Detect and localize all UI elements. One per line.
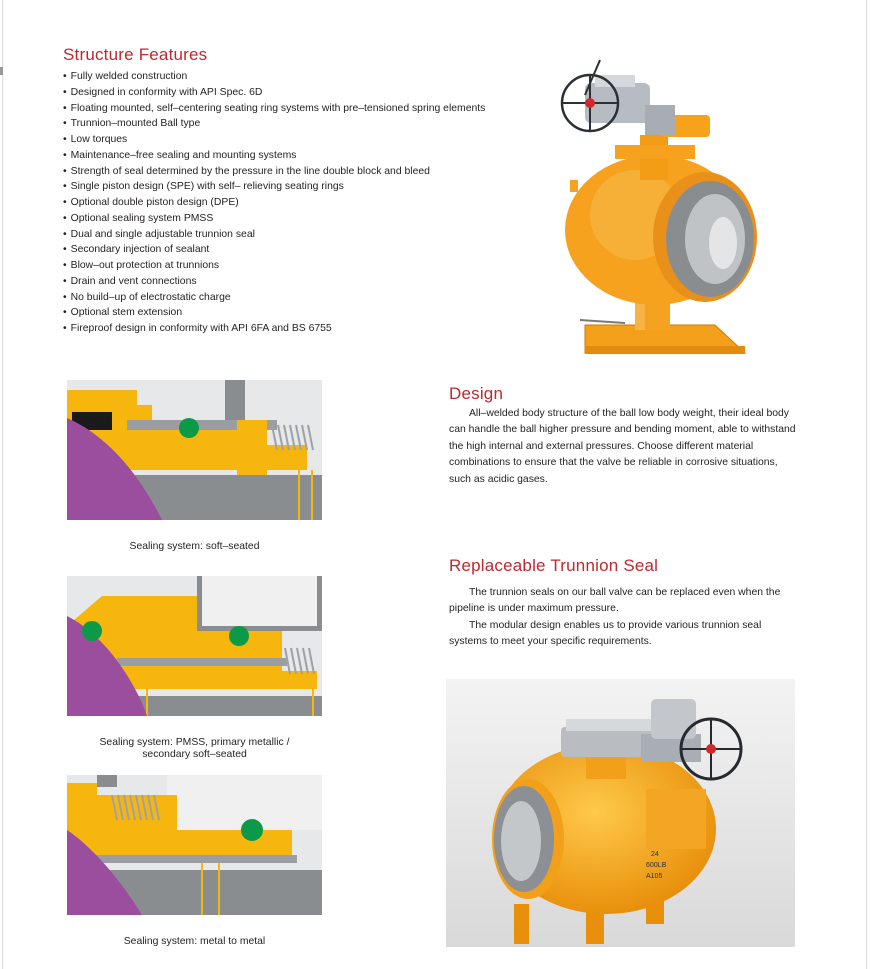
trunnion-seal-title: Replaceable Trunnion Seal [449, 556, 659, 575]
feature-item: • Designed in conformity with API Spec. 6D [63, 85, 485, 101]
caption-pmss-line2: secondary soft–seated [142, 749, 247, 760]
page-border-left [2, 0, 3, 969]
caption-pmss [67, 737, 322, 761]
seal-diagram-metal-to-metal [67, 775, 322, 915]
seal-diagram-soft-seated [67, 380, 322, 520]
feature-item: • Secondary injection of sealant [63, 242, 485, 258]
crop-mark [0, 67, 3, 75]
feature-item: • Trunnion–mounted Ball type [63, 116, 485, 132]
trunnion-paragraphs [449, 585, 799, 651]
ball-valve-photo-bottom [446, 679, 795, 947]
valve-marking-size: 24 [651, 851, 659, 858]
trunnion-text-2: The modular design enables us to provide various trunnion seal systems to meet your specific requirements. [449, 619, 762, 648]
feature-item: • Optional double piston design (DPE) [63, 195, 485, 211]
feature-item: • Drain and vent connections [63, 274, 485, 290]
caption-metal-to-metal: Sealing system: metal to metal [123, 936, 266, 947]
valve-marking-material: A105 [646, 873, 663, 880]
ball-valve-illustration-top [555, 55, 775, 360]
trunnion-text-1: The trunnion seals on our ball valve can be replaced even when the pipeline is under maximum pressure. [449, 587, 781, 615]
feature-list [63, 69, 485, 337]
caption-pmss-line1: Sealing system: PMSS, primary metallic / [99, 737, 290, 748]
feature-item: • Strength of seal determined by the pressure in the line double block and bleed [63, 164, 485, 180]
seal-diagram-pmss [67, 576, 322, 716]
feature-item: • No build–up of electrostatic charge [63, 290, 485, 306]
page-border-right [866, 0, 867, 969]
feature-item: • Maintenance–free sealing and mounting systems [63, 148, 485, 164]
caption-soft-seated: Sealing system: soft–seated [129, 541, 260, 552]
feature-item: • Blow–out protection at trunnions [63, 258, 485, 274]
feature-item: • Low torques [63, 132, 485, 148]
feature-item: • Single piston design (SPE) with self– relieving seating rings [63, 179, 485, 195]
feature-item: • Optional stem extension [63, 305, 485, 321]
valve-marking-class: 600LB [646, 862, 667, 869]
feature-item: • Optional sealing system PMSS [63, 211, 485, 227]
feature-item: • Dual and single adjustable trunnion seal [63, 227, 485, 243]
design-paragraph [449, 406, 799, 488]
feature-item: • Fully welded construction [63, 69, 485, 85]
feature-item: • Fireproof design in conformity with API 6FA and BS 6755 [63, 321, 485, 337]
feature-item: • Floating mounted, self–centering seating ring systems with pre–tensioned spring elements [63, 101, 485, 117]
design-text: All–welded body structure of the ball low body weight, their ideal body can handle the ball higher pressure and bending moment, able to withstand the high internal and external pressures. Choose different material combinations to ensure that the valve be reliable in corrosive situations, such as acidic gases. [449, 408, 796, 485]
structure-features-title: Structure Features [63, 45, 208, 64]
design-title: Design [449, 384, 504, 403]
